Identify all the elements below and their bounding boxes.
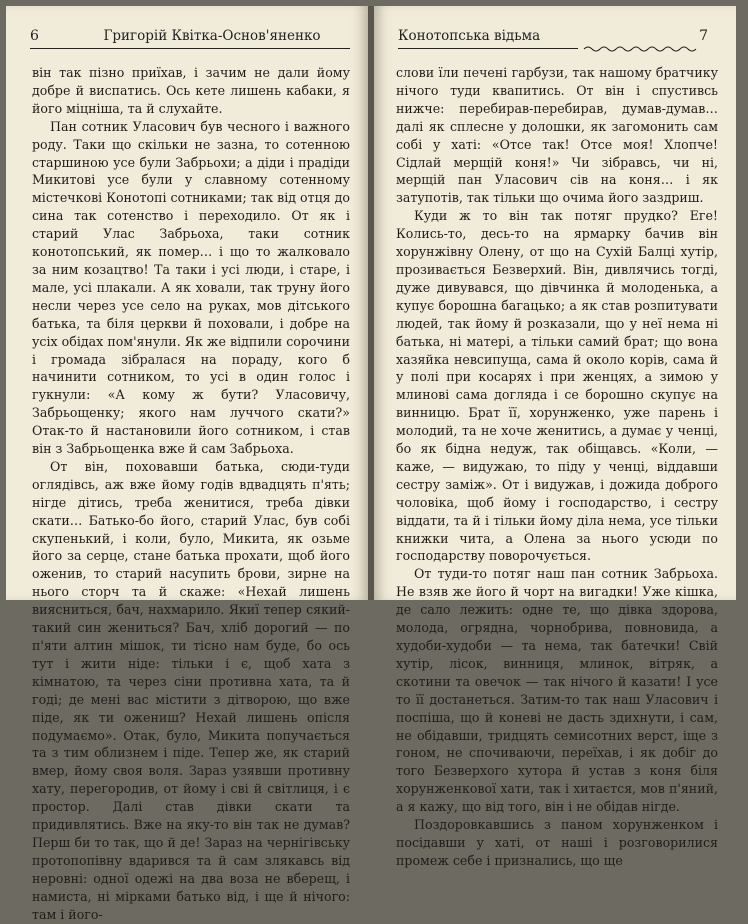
paragraph: Поздоровкавшись з паном хорунженком і посідавши у хаті, от наші і розговорилися промеж себе і признались, що ще [396, 817, 718, 868]
paragraph: От він, поховавши батька, сюди-туди оглядівсь, аж вже йому годів вдвадцять п'ять; нігде дітись, треба женитися, треба дівки скати… Батько-бо його, старий Улас, був собі скупенький, і коли, було, Микита, як озьме його за серце, стане батька прохати, щоб його оженив, то старий насупить брови, зирне на нього сторч та й скаже: «Нехай лишень виясниться, бач, нахмарило. Якиї тепер сякий-такий син жениться? Бач, хліб дорогий — по п'яти алтин мішок, ти тісно нам буде, бо ось тут і жити ніде: тільки і є, щоб хата з кімнатою, та через сіни противна хата, та й годі; де мені вас містити з дітворою, що вже піде, як ти ожениш? Нехай лишень опісля подумаємо». Отак, було, Микита попучається та з тим облизнем і піде. Тепер же, як старий вмер, йому своя воля. Зараз узявши противну хату, перегородив, от йому і сві й світлиця, і є простор. Далі став дівки скати та придивлятись. Вже на яку-то він так не думав? Перш би то так, що й де! Зараз на чернігівську протопопівну вдарився та й сам злякавсь від неровні: одної одежі на два воза не вберещ, і намиста, ні мірками батько від, і ще й нічого: там і його- [32, 458, 350, 922]
paragraph: він так пізно приїхав, і зачим не дали йому добре й виспатись. Ось кете лишень кабаки, я його міцніша, та й слухайте. [32, 65, 350, 116]
header-rule [398, 48, 578, 49]
running-head: Григорій Квітка-Основ'яненко [103, 28, 321, 44]
running-head: Конотопська відьма [398, 28, 541, 44]
body-text [32, 64, 350, 924]
paragraph: От туди-то потяг наш пан сотник Забрьоха. Не взяв же його й чорт на вигадки! Уже кішка, де сало лежить: одне те, що дівка здорова, молода, огрядна, чорнобрива, повновида, а худоби-худоби — та нема, так батечки! Свій хутір, лісок, винниця, млинок, вітряк, а скотини та овечок — так нічого й казати! І усе то її достанеться. Затим-то так наш Уласович і поспіша, що й коневі не дасть здихнути, і сам, не обідавши, тридцять семисотних верст, іще з гоном, не спочиваючи, переїхав, і як добіг до того Безверхого хутора й устав з коня біля хорунженкової хати, так і хитаєтся, мов п'яний, а я кажу, що від того, він і не обідав нігде. [396, 566, 718, 815]
paragraph: Куди ж то він так потяг прудко? Еге! Колись-то, десь-то на ярмарку бачив він хорунжівну Олену, от що на Сухій Балці хутір, прозивається Безверхий. Він, дивлячись тогді, дуже дивувався, що дівчинка й молоденька, а купує борошна багацько; а як став розпитувати людей, так йому й розказали, що у неї нема ні батька, ні матері, а тільки самий брат; що вона хазяйка невсипуща, сама й около корів, сама й у полі при косарях і при женцях, а зимою у млинові сама догляда і се борошно скупує на винницю. Брат її, хорунженко, уже парень і молодий, та не хоче женитись, а думає у ченці, бо як бідна недуж, так обіщавсь. «Коли, — каже, — видужаю, то піду у ченці, віддавши сестру замiж». От і видужав, і дожида доброго чоловіка, щоб йому і господарство, і сестру віддати, та й і тільки йому діла нема, усе тільки книжки чита, а Олена за нього усюди по господарству поворочується. [396, 208, 718, 564]
left-page [6, 6, 368, 922]
page-number: 6 [30, 28, 39, 44]
wavy-ornament-rule [584, 44, 696, 54]
header-rule [30, 48, 350, 49]
body-text [396, 64, 718, 870]
paragraph: Пан сотник Уласович був чесного і важного роду. Таки що скільки не зазна, то сотенною старшиною усе були Забрьохи; а діди і прадіди Микитові усе були у славному сотенному містечкові Конотопі сотниками; так від отця до сина так сотенство і переходило. От як і старий Улас Забрьоха, таки сотник конотопський, як помер… і що то жалковало за ним козацтво! Та таки і усі люди, і старе, і мале, усі плакали. А як ховали, так труну його несли через усе село на руках, мов дітського батька, та біля церкви й поховали, і добре на усіх обідах пом'янули. Як же відпили сорочини і громада зібралася на пораду, кого б начинити сотником, то усі в один голос і гукнули: «А кому ж бути? Уласовичу, Забрьощенку; якого нам луччого скати?» Отак-то й настановили його сотником, і став він з Забрьощенка вже й сам Забрьоха. [32, 118, 350, 457]
paragraph: слови їли печені гарбузи, так нашому братчику нічого туди квапитись. От він і спустивсь нижче: перебирав-перебирав, думав-думав… далі як сплесне у долошки, як загомонить сам собі у хаті: «Отсе так! Отсе моя! Хлопче! Сідлай мерщій коня!» Чи зібравсь, чи ні, мерщій пан Уласович сів на коня… і як затупотів, так тільки що очима його заздриш. [396, 65, 718, 206]
right-page [374, 6, 736, 868]
page-number: 7 [699, 28, 708, 44]
